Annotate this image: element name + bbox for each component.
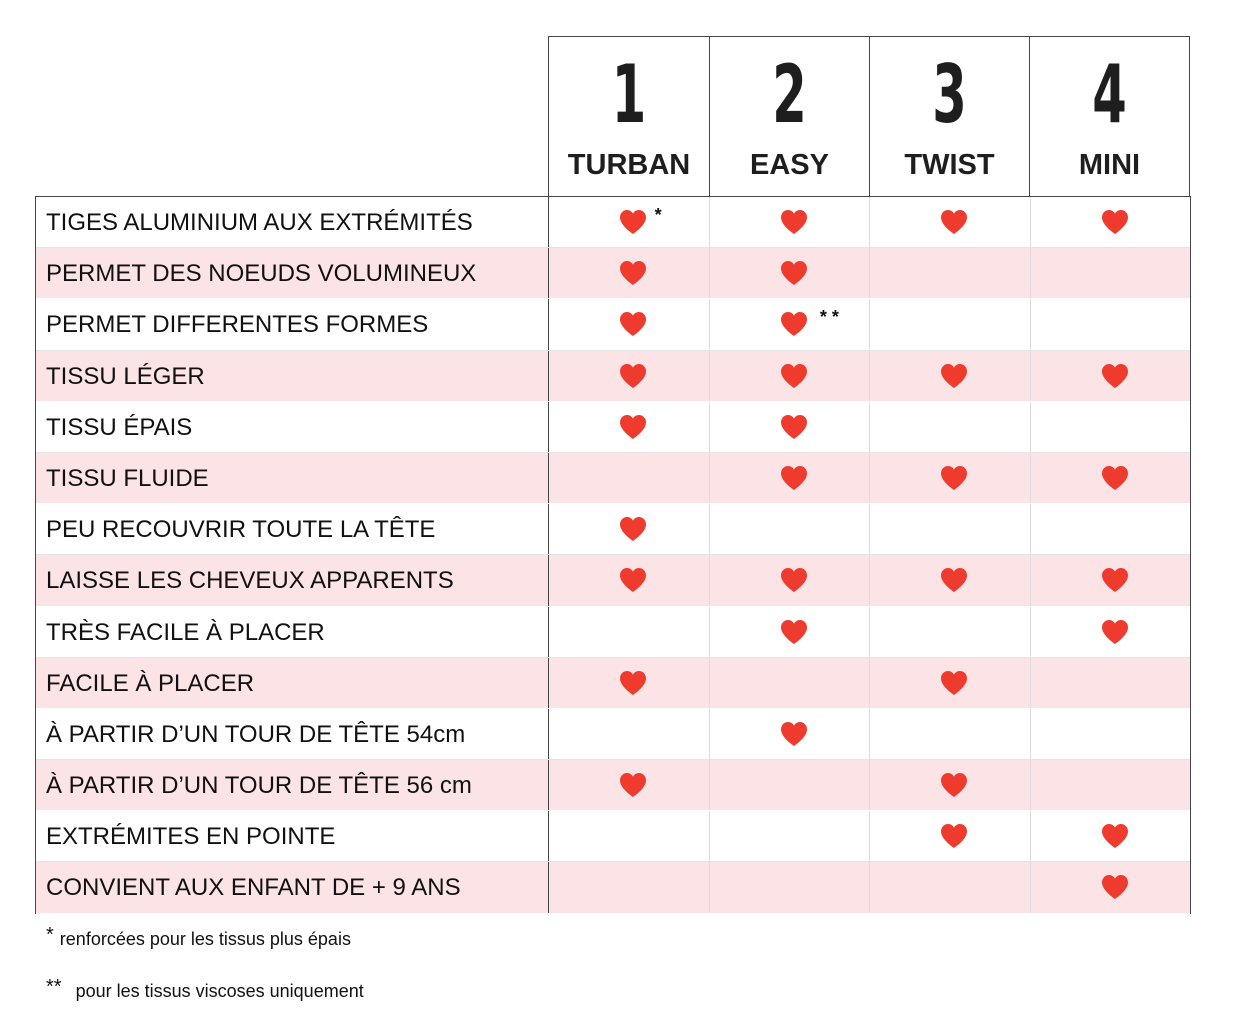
column-header-4	[1029, 37, 1189, 196]
table-cell	[709, 811, 869, 862]
table-cell	[869, 197, 1029, 248]
table-cell	[1030, 658, 1190, 709]
table-cell	[549, 760, 709, 811]
footnote-text: renforcées pour les tissus plus épais	[59, 929, 351, 949]
footnote-text: pour les tissus viscoses uniquement	[75, 981, 364, 1001]
column-name: EASY	[750, 149, 829, 181]
table-cell	[549, 351, 709, 402]
heart-icon	[619, 567, 647, 593]
row-label: TISSU LÉGER	[36, 351, 549, 402]
table-cell	[1030, 453, 1190, 504]
table-row	[36, 709, 1190, 760]
table-row	[36, 453, 1190, 504]
column-header-2	[709, 37, 869, 196]
row-label: PERMET DIFFERENTES FORMES	[36, 299, 549, 350]
table-cell	[869, 248, 1029, 299]
heart-icon	[619, 772, 647, 798]
heart-icon	[619, 363, 647, 389]
heart-icon	[619, 516, 647, 542]
table-cell	[549, 402, 709, 453]
heart-icon	[940, 209, 968, 235]
table-cell	[1030, 299, 1190, 350]
row-label: TIGES ALUMINIUM AUX EXTRÉMITÉS	[36, 197, 549, 248]
table-cell	[1030, 351, 1190, 402]
table-cell	[869, 453, 1029, 504]
footnote-mark: **	[46, 976, 62, 998]
column-number: 1	[611, 48, 647, 141]
column-number: 3	[932, 48, 967, 141]
table-cell	[549, 504, 709, 555]
heart-icon	[780, 209, 808, 235]
table-cell	[869, 658, 1029, 709]
table-row	[36, 555, 1190, 606]
heart-icon	[1101, 619, 1129, 645]
footnote-1	[46, 924, 351, 951]
table-row	[36, 760, 1190, 811]
heart-icon	[940, 567, 968, 593]
row-label: TISSU ÉPAIS	[36, 402, 549, 453]
table-cell	[709, 862, 869, 913]
heart-icon	[619, 414, 647, 440]
heart-icon	[780, 311, 808, 337]
table-cell	[709, 760, 869, 811]
table-cell	[549, 555, 709, 606]
table-row	[36, 862, 1190, 913]
row-label: TISSU FLUIDE	[36, 453, 549, 504]
table-row	[36, 811, 1190, 862]
footnote-2	[46, 976, 364, 1003]
table-row	[36, 658, 1190, 709]
table-cell	[709, 197, 869, 248]
table-cell	[709, 504, 869, 555]
footnote-marker: * *	[819, 307, 839, 328]
column-header	[548, 36, 1190, 196]
table-row	[36, 607, 1190, 658]
table-cell	[869, 504, 1029, 555]
table-cell	[709, 658, 869, 709]
heart-icon	[619, 311, 647, 337]
row-label: PERMET DES NOEUDS VOLUMINEUX	[36, 248, 549, 299]
heart-icon	[780, 721, 808, 747]
table-cell	[549, 658, 709, 709]
heart-icon	[780, 567, 808, 593]
table-row	[36, 299, 1190, 350]
heart-icon	[619, 670, 647, 696]
heart-icon	[619, 209, 647, 235]
table-cell	[549, 811, 709, 862]
heart-icon	[1101, 209, 1129, 235]
table-row	[36, 504, 1190, 555]
row-divider	[36, 913, 1190, 914]
row-label: CONVIENT AUX ENFANT DE + 9 ANS	[36, 862, 549, 913]
table-cell	[869, 555, 1029, 606]
table-cell	[549, 862, 709, 913]
row-label: LAISSE LES CHEVEUX APPARENTS	[36, 555, 549, 606]
column-name: TURBAN	[567, 149, 691, 181]
column-header-1	[549, 37, 709, 196]
table-cell	[1030, 402, 1190, 453]
table-cell	[549, 248, 709, 299]
heart-icon	[940, 823, 968, 849]
table-cell	[1030, 760, 1190, 811]
table-cell	[1030, 555, 1190, 606]
heart-icon	[940, 465, 968, 491]
table-cell	[1030, 248, 1190, 299]
heart-icon	[619, 260, 647, 286]
row-label: À PARTIR D’UN TOUR DE TÊTE 54cm	[36, 709, 549, 760]
table-cell	[1030, 504, 1190, 555]
row-label: TRÈS FACILE À PLACER	[36, 607, 549, 658]
table-row	[36, 402, 1190, 453]
row-label: À PARTIR D’UN TOUR DE TÊTE 56 cm	[36, 760, 549, 811]
table-cell	[869, 760, 1029, 811]
heart-icon	[940, 670, 968, 696]
heart-icon	[780, 363, 808, 389]
table-cell	[1030, 862, 1190, 913]
heart-icon	[780, 465, 808, 491]
heart-icon	[940, 363, 968, 389]
heart-icon	[1101, 363, 1129, 389]
table-cell	[549, 299, 709, 350]
column-name: TWIST	[904, 149, 995, 181]
table-cell	[709, 709, 869, 760]
table-cell	[549, 709, 709, 760]
row-label: FACILE À PLACER	[36, 658, 549, 709]
table-cell	[549, 197, 709, 248]
table-cell	[869, 351, 1029, 402]
table-cell	[869, 709, 1029, 760]
table-row	[36, 248, 1190, 299]
table-cell	[1030, 709, 1190, 760]
table-cell	[869, 607, 1029, 658]
heart-icon	[1101, 823, 1129, 849]
heart-icon	[940, 772, 968, 798]
table-cell	[549, 453, 709, 504]
table-cell	[869, 402, 1029, 453]
heart-icon	[1101, 874, 1129, 900]
table-cell	[869, 811, 1029, 862]
column-header-3	[869, 37, 1029, 196]
table-row	[36, 197, 1190, 248]
heart-icon	[780, 619, 808, 645]
table-cell	[709, 402, 869, 453]
column-number: 4	[1092, 48, 1127, 141]
table-cell	[709, 299, 869, 350]
table-cell	[709, 351, 869, 402]
table-cell	[1030, 197, 1190, 248]
row-label: PEU RECOUVRIR TOUTE LA TÊTE	[36, 504, 549, 555]
comparison-table	[35, 196, 1191, 914]
table-cell	[869, 299, 1029, 350]
column-number: 2	[772, 48, 807, 141]
footnote-marker: *	[654, 205, 662, 225]
column-name: MINI	[1078, 149, 1141, 181]
table-cell	[1030, 607, 1190, 658]
table-cell	[709, 555, 869, 606]
table-cell	[869, 862, 1029, 913]
footnote-mark: *	[46, 924, 54, 946]
table-cell	[709, 248, 869, 299]
heart-icon	[780, 260, 808, 286]
heart-icon	[1101, 567, 1129, 593]
row-label: EXTRÉMITES EN POINTE	[36, 811, 549, 862]
heart-icon	[780, 414, 808, 440]
heart-icon	[1101, 465, 1129, 491]
table-cell	[709, 607, 869, 658]
table-cell	[1030, 811, 1190, 862]
table-row	[36, 351, 1190, 402]
table-cell	[549, 607, 709, 658]
table-cell	[709, 453, 869, 504]
